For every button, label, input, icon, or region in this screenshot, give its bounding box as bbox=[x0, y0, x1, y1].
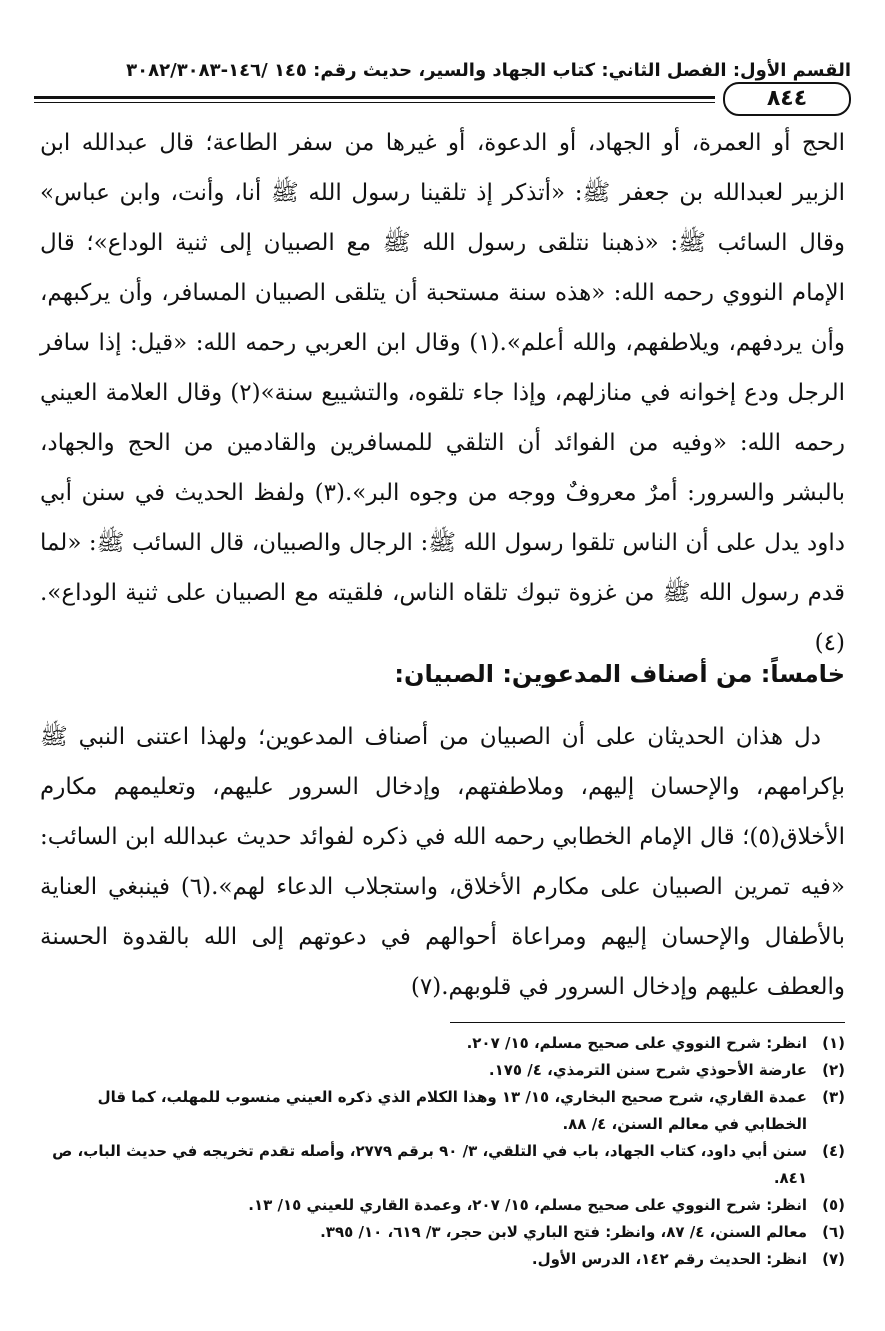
footnote-text: عارضة الأحوذي شرح سنن الترمذي، ٤/ ١٧٥. bbox=[488, 1061, 807, 1079]
footnote-number: (٥) bbox=[822, 1196, 845, 1214]
footnote-rule bbox=[450, 1022, 845, 1023]
footnote-text: انظر: شرح النووي على صحيح مسلم، ١٥/ ٢٠٧، وعمدة القاري للعيني ١٥/ ١٣. bbox=[248, 1196, 807, 1214]
section-paragraph: دل هذان الحديثان على أن الصبيان من أصناف المدعوين؛ ولهذا اعتنى النبي ﷺ بإكرامهم، والإحسان إليهم، وملاطفتهم، وإدخال السرور عليهم، وتعليمهم مكارم الأخلاق(٥)؛ قال الإمام الخطابي رحمه الله في ذكره لفوائد حديث عبدالله ابن السائب: «فيه تمرين الصبيان على مكارم الأخلاق، واستجلاب الدعاء لهم».(٦) فينبغي العناية بالأطفال والإحسان إليهم ومراعاة أحوالهم في دعوتهم إلى الله بالقدوة الحسنة والعطف عليهم وإدخال السرور في قلوبهم.(٧) bbox=[40, 724, 845, 1000]
footnote-item bbox=[40, 1084, 845, 1138]
footnote-number: (٧) bbox=[822, 1250, 845, 1268]
footnote-number: (١) bbox=[822, 1034, 845, 1052]
footnote-item bbox=[40, 1138, 845, 1192]
footnote-item bbox=[40, 1192, 845, 1219]
running-header: القسم الأول: الفصل الثاني: كتاب الجهاد والسير، حديث رقم: ١٤٥ /١٤٦-٣٠٨٢/٣٠٨٣ bbox=[126, 60, 851, 81]
footnote-number: (٢) bbox=[822, 1061, 845, 1079]
footnote-number: (٣) bbox=[822, 1088, 845, 1106]
footnote-item bbox=[40, 1057, 845, 1084]
footnote-number: (٦) bbox=[822, 1223, 845, 1241]
footnote-item bbox=[40, 1246, 845, 1273]
section-heading: خامساً: من أصناف المدعوين: الصبيان: bbox=[394, 660, 845, 688]
footnote-text: عمدة القاري، شرح صحيح البخاري، ١٥/ ١٣ وهذا الكلام الذي ذكره العيني منسوب للمهلب، كما قال الخطابي في معالم السنن، ٤/ ٨٨. bbox=[97, 1088, 807, 1133]
footnote-text: سنن أبي داود، كتاب الجهاد، باب في التلقي، ٣/ ٩٠ برقم ٢٧٧٩، وأصله تقدم تخريجه في حديث الباب، ص ٨٤١. bbox=[52, 1142, 807, 1187]
page-number-badge: ٨٤٤ bbox=[723, 82, 851, 116]
footnote-item bbox=[40, 1219, 845, 1246]
footnote-text: انظر: شرح النووي على صحيح مسلم، ١٥/ ٢٠٧. bbox=[466, 1034, 807, 1052]
footnote-item bbox=[40, 1030, 845, 1057]
body-paragraph: الحج أو العمرة، أو الجهاد، أو الدعوة، أو غيرها من سفر الطاعة؛ قال عبدالله ابن الزبير لعبدالله بن جعفر ﷺ: «أتذكر إذ تلقينا رسول الله ﷺ أنا، وأنت، وابن عباس» وقال السائب ﷺ: «ذهبنا نتلقى رسول الله ﷺ مع الصبيان إلى ثنية الوداع»؛ قال الإمام النووي رحمه الله: «هذه سنة مستحبة أن يتلقى الصبيان المسافر، وأن يركبهم، وأن يردفهم، ويلاطفهم، والله أعلم».(١) وقال ابن العربي رحمه الله: «قيل: إذا سافر الرجل ودع إخوانه في منازلهم، وإذا جاء تلقوه، والتشييع سنة»(٢) وقال العلامة العيني رحمه الله: «وفيه من الفوائد أن التلقي للمسافرين والقادمين من الحج والجهاد، بالبشر والسرور: أمرٌ معروفٌ ووجه من وجوه البر».(٣) ولفظ الحديث في سنن أبي داود يدل على أن الناس تلقوا رسول الله ﷺ: الرجال والصبيان، قال السائب ﷺ: «لما قدم رسول الله ﷺ من غزوة تبوك تلقاه الناس، فلقيته مع الصبيان على ثنية الوداع».(٤) bbox=[40, 130, 846, 656]
footnote-text: معالم السنن، ٤/ ٨٧، وانظر: فتح الباري لابن حجر، ٣/ ٦١٩، ١٠/ ٣٩٥. bbox=[320, 1223, 807, 1241]
footnote-text: انظر: الحديث رقم ١٤٢، الدرس الأول. bbox=[531, 1250, 807, 1268]
footnote-number: (٤) bbox=[822, 1142, 845, 1160]
body-text bbox=[40, 118, 845, 668]
header-rule bbox=[34, 96, 715, 103]
footnotes bbox=[40, 1030, 845, 1273]
